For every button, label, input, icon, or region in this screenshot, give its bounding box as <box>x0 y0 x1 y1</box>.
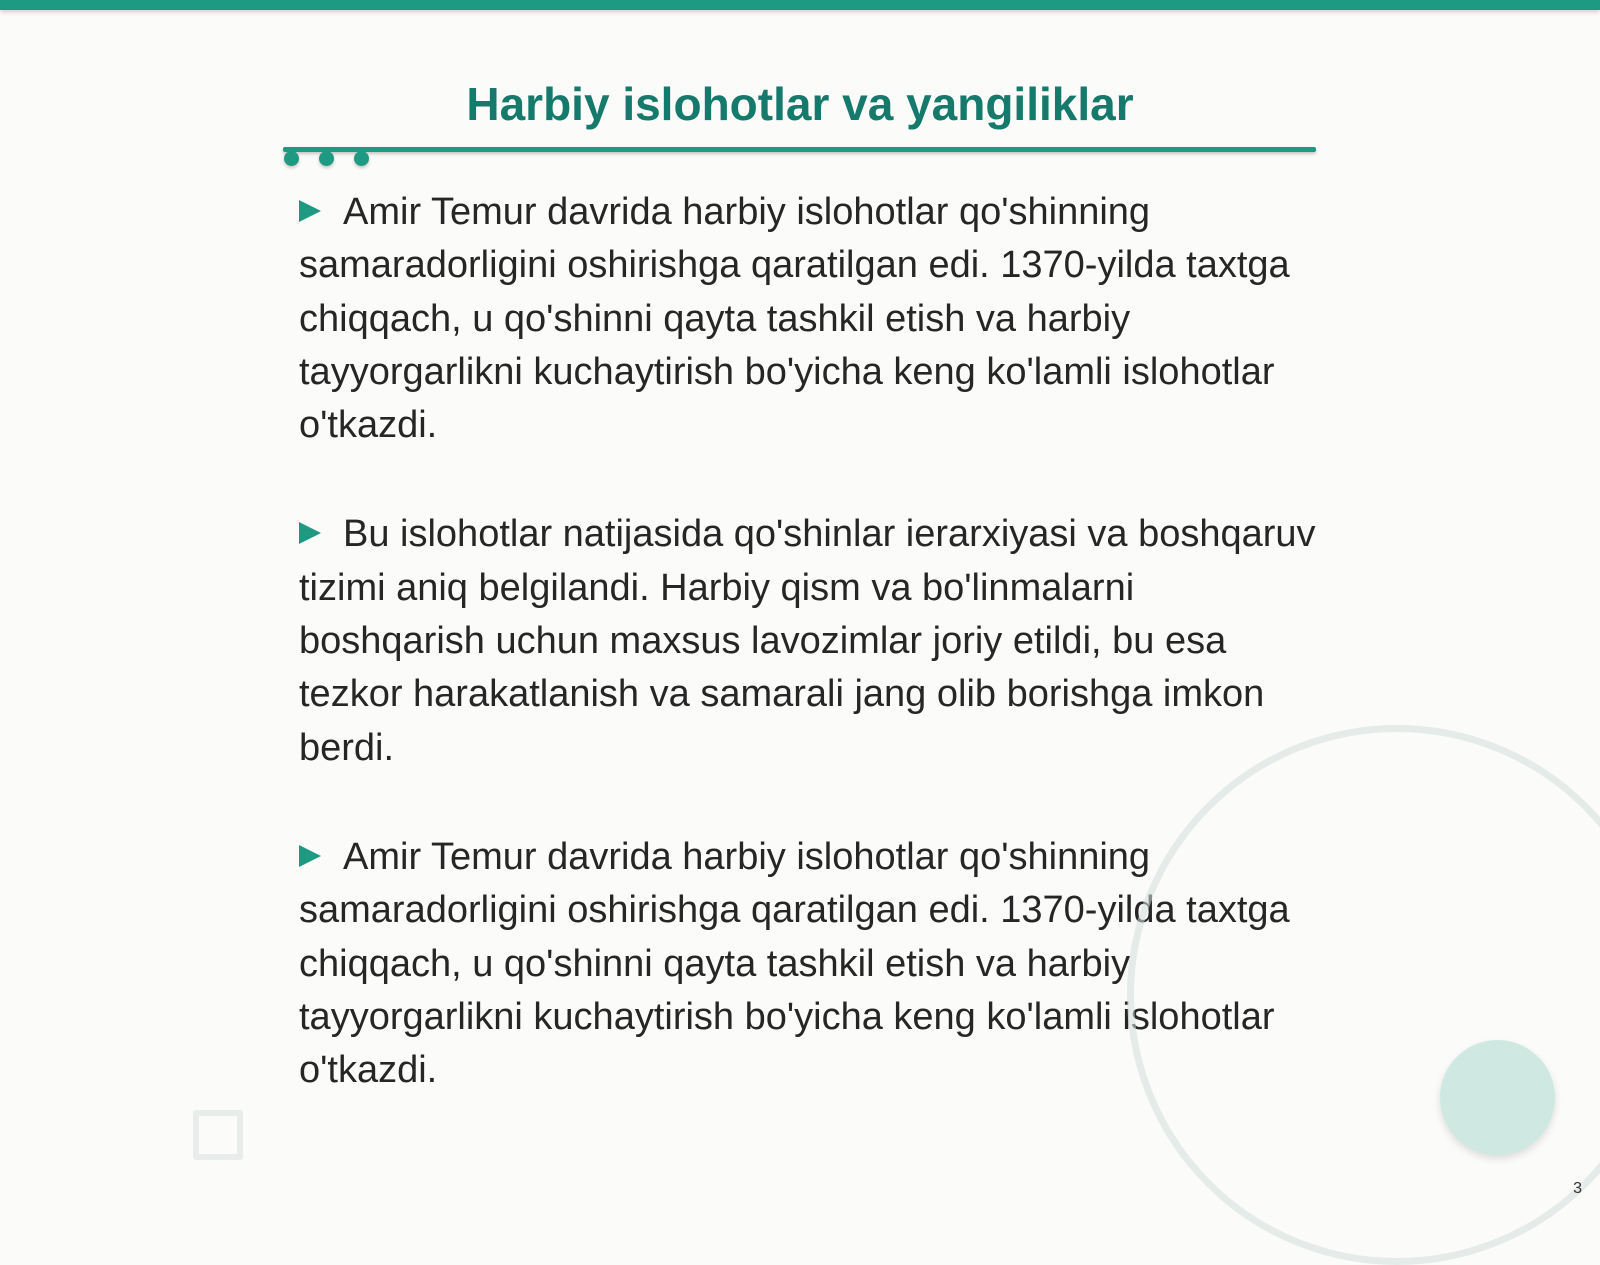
underline-dot-icon <box>319 151 334 166</box>
bullet-text: Bu islohotlar natijasida qo'shinlar ierarxiyasi va boshqaruv tizimi aniq belgilandi. Harbiy qism va bo'linmalarni boshqarish uchun maxsus lavozimlar joriy etildi, bu esa tezkor harakatlanish va samarali jang olib borishga imkon berdi. <box>299 513 1316 769</box>
underline-dot-icon <box>284 151 299 166</box>
bullet-item <box>299 186 1319 452</box>
triangle-right-icon <box>299 522 321 544</box>
triangle-right-icon <box>299 200 321 222</box>
decorative-square <box>193 1110 243 1160</box>
underline-dot-icon <box>354 151 369 166</box>
slide-title: Harbiy islohotlar va yangiliklar <box>466 78 1134 130</box>
decorative-circle <box>1440 1040 1555 1155</box>
top-accent-bar <box>0 0 1600 10</box>
bullet-item <box>299 508 1319 774</box>
bullet-text: Amir Temur davrida harbiy islohotlar qo'shinning samaradorligini oshirishga qaratilgan edi. 1370-yilda taxtga chiqqach, u qo'shinni qayta tashkil etish va harbiy tayyorgarlikni kuchaytirish bo'yicha keng ko'lamli islohotlar o'tkazdi. <box>299 835 1290 1092</box>
page-number: 3 <box>1573 1180 1582 1197</box>
title-underline <box>283 147 1316 152</box>
triangle-right-icon <box>299 845 321 867</box>
bullet-text: Amir Temur davrida harbiy islohotlar qo'shinning samaradorligini oshirishga qaratilgan edi. 1370-yilda taxtga chiqqach, u qo'shinni qayta tashkil etish va harbiy tayyorgarlikni kuchaytirish bo'yicha keng ko'lamli islohotlar o'tkazdi. <box>299 191 1290 447</box>
